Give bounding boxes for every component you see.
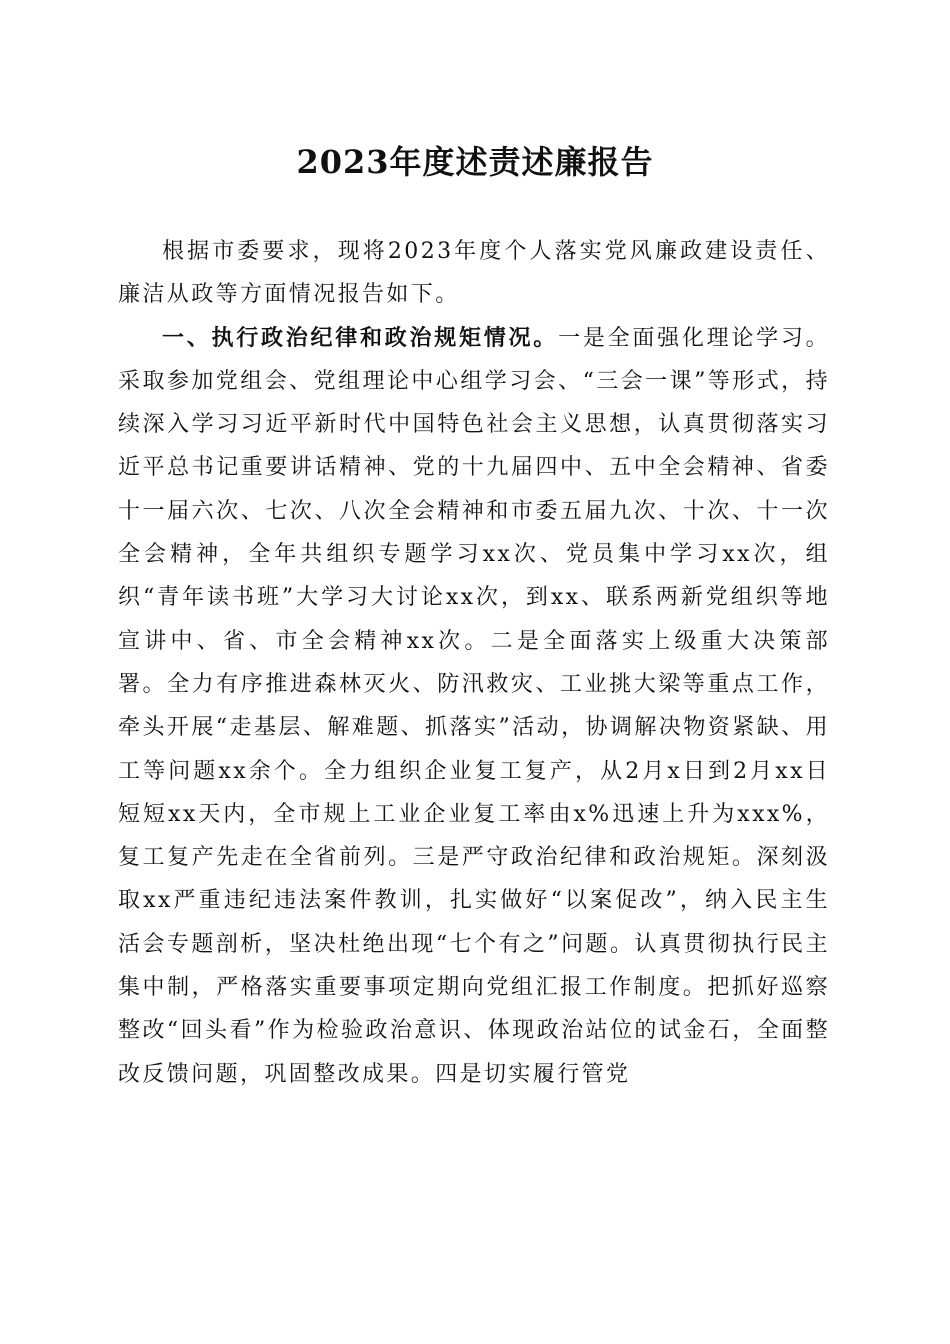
section-1-paragraph bbox=[118, 317, 830, 1096]
intro-paragraph: 根据市委要求，现将2023年度个人落实党风廉政建设责任、廉洁从政等方面情况报告如下。 bbox=[118, 239, 830, 308]
section-1-heading: 一、执行政治纪律和政治规矩情况。 bbox=[162, 325, 559, 351]
section-1-body: 一是全面强化理论学习。采取参加党组会、党组理论中心组学习会、“三会一课”等形式，持续深入学习习近平新时代中国特色社会主义思想，认真贯彻落实习近平总书记重要讲话精神、党的十九届四中、五中全会精神、省委十一届六次、七次、八次全会精神和市委五届九次、十次、十一次全会精神，全年共组织专题学习xx次、党员集中学习xx次，组织“青年读书班”大学习大讨论xx次，到xx、联系两新党组织等地宣讲中、省、市全会精神xx次。二是全面落实上级重大决策部署。全力有序推进森林灭火、防汛救灾、工业挑大梁等重点工作，牵头开展“走基层、解难题、抓落实”活动，协调解决物资紧缺、用工等问题xx余个。全力组织企业复工复产，从2月x日到2月xx日短短xx天内，全市规上工业企业复工率由x%迅速上升为xxx%，复工复产先走在全省前列。三是严守政治纪律和政治规矩。深刻汲取xx严重违纪违法案件教训，扎实做好“以案促改”，纳入民主生活会专题剖析，坚决杜绝出现“七个有之”问题。认真贯彻执行民主集中制，严格落实重要事项定期向党组汇报工作制度。把抓好巡察整改“回头看”作为检验政治意识、体现政治站位的试金石，全面整改反馈问题，巩固整改成果。四是切实履行管党 bbox=[118, 325, 830, 1087]
document-body bbox=[118, 230, 830, 1096]
document-title: 2023年度述责述廉报告 bbox=[296, 143, 654, 181]
